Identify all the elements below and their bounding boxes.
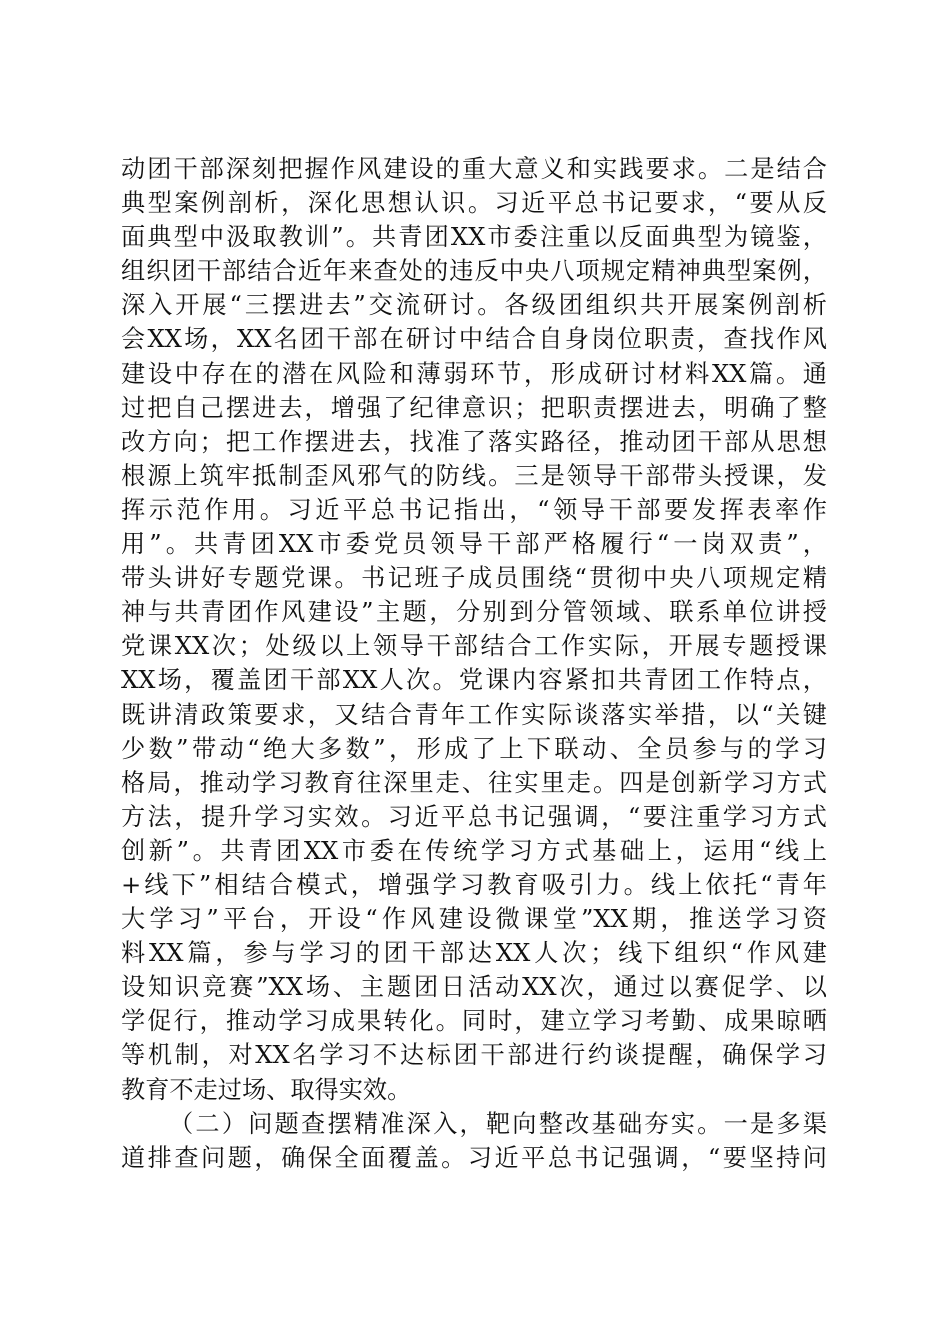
text-line: 少数”带动“绝大多数”，形成了上下联动、全员参与的学习 bbox=[121, 734, 827, 763]
text-line: 深入开展“三摆进去”交流研讨。各级团组织共开展案例剖析 bbox=[121, 291, 827, 320]
text-line: 料XX篇，参与学习的团干部达XX人次；线下组织“作风建 bbox=[121, 939, 827, 968]
text-line: 神与共青团作风建设”主题，分别到分管领域、联系单位讲授 bbox=[121, 598, 827, 627]
text-line: 组织团干部结合近年来查处的违反中央八项规定精神典型案例， bbox=[121, 257, 827, 286]
text-line: 用”。共青团XX市委党员领导干部严格履行“一岗双责”， bbox=[121, 530, 827, 559]
text-line: 方法，提升学习实效。习近平总书记强调，“要注重学习方式 bbox=[121, 802, 827, 831]
text-line: 格局，推动学习教育往深里走、往实里走。四是创新学习方式 bbox=[121, 768, 827, 797]
text-line: XX场，覆盖团干部XX人次。党课内容紧扣共青团工作特点， bbox=[121, 666, 827, 695]
text-line: 既讲清政策要求，又结合青年工作实际谈落实举措，以“关键 bbox=[121, 700, 827, 729]
text-line: 挥示范作用。习近平总书记指出，“领导干部要发挥表率作 bbox=[121, 495, 827, 524]
text-line: 会XX场，XX名团干部在研讨中结合自身岗位职责，查找作风 bbox=[121, 325, 827, 354]
text-line: 过把自己摆进去，增强了纪律意识；把职责摆进去，明确了整 bbox=[121, 393, 827, 422]
text-line: 根源上筑牢抵制歪风邪气的防线。三是领导干部带头授课，发 bbox=[121, 461, 827, 490]
text-line: +线下”相结合模式，增强学习教育吸引力。线上依托“青年 bbox=[121, 870, 827, 899]
text-line: 改方向；把工作摆进去，找准了落实路径，推动团干部从思想 bbox=[121, 427, 827, 456]
text-line: 建设中存在的潜在风险和薄弱环节，形成研讨材料XX篇。通 bbox=[121, 359, 827, 388]
text-line: 大学习”平台，开设“作风建设微课堂”XX期，推送学习资 bbox=[121, 905, 827, 934]
text-line: 典型案例剖析，深化思想认识。习近平总书记要求，“要从反 bbox=[121, 189, 827, 218]
text-line: 带头讲好专题党课。书记班子成员围绕“贯彻中央八项规定精 bbox=[121, 564, 827, 593]
text-line: 道排查问题，确保全面覆盖。习近平总书记强调，“要坚持问 bbox=[121, 1143, 827, 1172]
text-line: 动团干部深刻把握作风建设的重大意义和实践要求。二是结合 bbox=[121, 155, 827, 183]
section-heading-line: （二）问题查摆精准深入，靶向整改基础夯实。一是多渠 bbox=[169, 1109, 827, 1138]
text-line: 等机制，对XX名学习不达标团干部进行约谈提醒，确保学习 bbox=[121, 1041, 827, 1070]
body-text bbox=[121, 152, 827, 1175]
text-line: 党课XX次；处级以上领导干部结合工作实际，开展专题授课 bbox=[121, 632, 827, 661]
text-line: 设知识竞赛”XX场、主题团日活动XX次，通过以赛促学、以 bbox=[121, 973, 827, 1002]
text-line: 面典型中汲取教训”。共青团XX市委注重以反面典型为镜鉴， bbox=[121, 223, 827, 252]
text-line: 创新”。共青团XX市委在传统学习方式基础上，运用“线上 bbox=[121, 836, 827, 865]
text-line: 学促行，推动学习成果转化。同时，建立学习考勤、成果晾晒 bbox=[121, 1007, 827, 1036]
paragraph-last-line: 教育不走过场、取得实效。 bbox=[121, 1075, 412, 1104]
